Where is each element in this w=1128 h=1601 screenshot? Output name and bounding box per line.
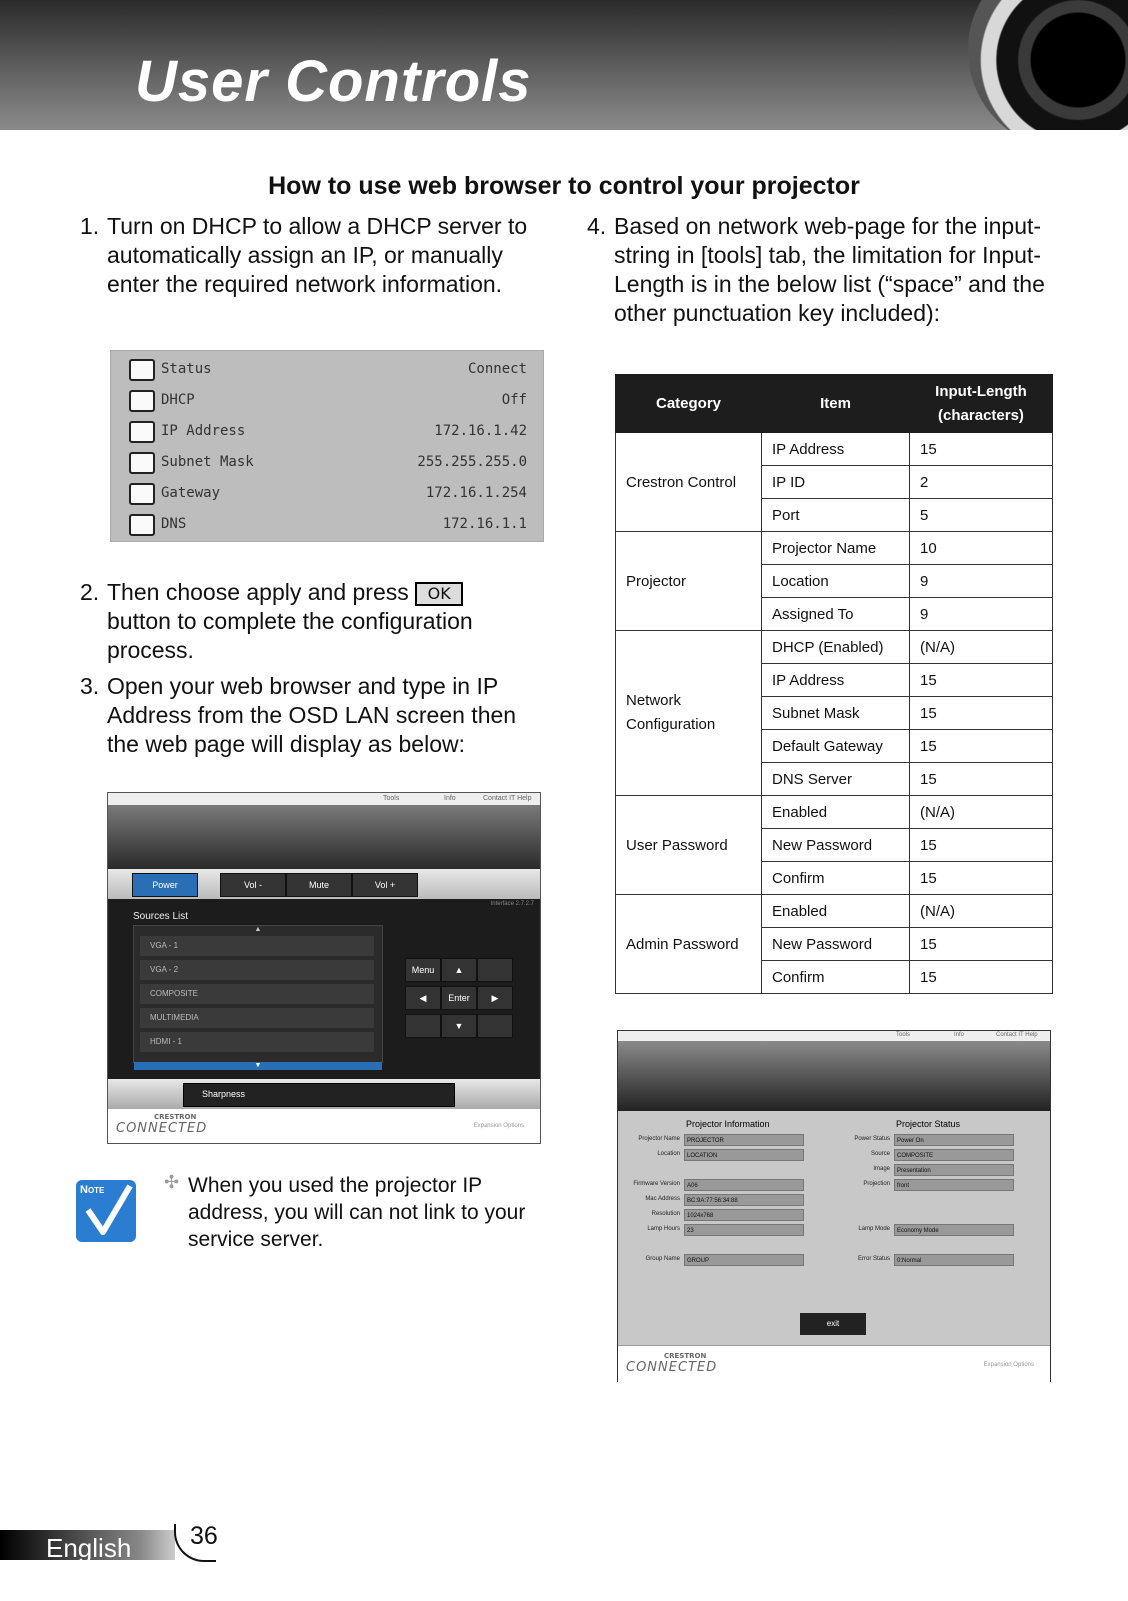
osd-label: Subnet Mask <box>161 454 254 470</box>
nav-blank <box>405 1014 441 1038</box>
item-cell: Confirm <box>762 961 910 994</box>
info-label: Lamp Hours <box>647 1226 680 1232</box>
info-label: Group Name <box>645 1256 680 1262</box>
web-info-screenshot <box>617 1030 1051 1382</box>
input-length-table <box>615 374 1053 994</box>
table-row <box>616 532 1053 565</box>
projector-lens-icon <box>968 0 1128 130</box>
step-text: Turn on DHCP to allow a DHCP server to automatically assign an IP, or manually enter the required network information. <box>107 213 528 297</box>
category-cell: Projector <box>616 532 762 631</box>
status-value: COMPOSITE <box>894 1149 1014 1161</box>
status-label: Power Status <box>854 1136 890 1142</box>
status-value: Economy Mode <box>894 1224 1014 1236</box>
item-cell: IP Address <box>762 664 910 697</box>
info-label: Projector Name <box>638 1136 680 1142</box>
step-text-a: Then choose apply and press <box>107 579 409 605</box>
note-text: When you used the projector IP address, you will can not link to your service server. <box>188 1174 526 1251</box>
step-text <box>107 578 530 665</box>
network-icon <box>129 390 155 412</box>
item-cell: IP Address <box>762 433 910 466</box>
note-badge-label: Note <box>80 1184 105 1196</box>
header-category: Category <box>616 375 762 433</box>
expansion-options-link[interactable]: Expansion Options <box>473 1123 524 1129</box>
osd-label: IP Address <box>161 423 246 439</box>
length-cell: 15 <box>910 763 1053 796</box>
page-title: User Controls <box>135 49 532 114</box>
length-cell: 5 <box>910 499 1053 532</box>
osd-value: 255.255.255.0 <box>417 454 527 470</box>
osd-value: 172.16.1.1 <box>442 516 527 532</box>
item-cell: Confirm <box>762 862 910 895</box>
expansion-options-link[interactable]: Expansion Options <box>983 1362 1034 1368</box>
tab-contact[interactable]: Contact IT Help <box>483 795 532 802</box>
tab-tools[interactable]: Tools <box>383 795 400 802</box>
mute-button[interactable]: Mute <box>286 873 352 897</box>
step-3 <box>80 672 540 759</box>
note-icon <box>76 1180 136 1242</box>
item-cell: Projector Name <box>762 532 910 565</box>
length-cell: 15 <box>910 730 1053 763</box>
item-cell: Assigned To <box>762 598 910 631</box>
step-4 <box>587 212 1057 328</box>
source-item[interactable]: MULTIMEDIA <box>140 1008 374 1028</box>
left-arrow-icon[interactable]: ◀ <box>405 986 441 1010</box>
length-cell: 10 <box>910 532 1053 565</box>
item-cell: DHCP (Enabled) <box>762 631 910 664</box>
web-banner <box>618 1041 1050 1111</box>
page-footer <box>0 1520 218 1563</box>
status-label: Source <box>870 1151 890 1157</box>
network-icon <box>129 359 155 381</box>
web-tabs <box>108 793 540 805</box>
nav-blank <box>477 958 513 982</box>
table-row <box>616 631 1053 664</box>
item-cell: IP ID <box>762 466 910 499</box>
length-cell: (N/A) <box>910 796 1053 829</box>
category-cell: Network Configuration <box>616 631 762 796</box>
length-cell: 15 <box>910 433 1053 466</box>
scroll-down-icon[interactable]: ▼ <box>134 1062 382 1070</box>
osd-row <box>111 478 543 509</box>
item-cell: Enabled <box>762 796 910 829</box>
vol-minus-button[interactable]: Vol - <box>220 873 286 897</box>
vol-plus-button[interactable]: Vol + <box>352 873 418 897</box>
source-item[interactable]: VGA - 1 <box>140 936 374 956</box>
power-button[interactable]: Power <box>132 873 198 897</box>
control-bar <box>108 869 540 899</box>
step-text: Based on network web-page for the input-string in [tools] tab, the limitation for Input-Length is in the below list (“space” and the other punctuation key included): <box>614 213 1045 326</box>
item-cell: Default Gateway <box>762 730 910 763</box>
table-row <box>616 796 1053 829</box>
length-cell: 15 <box>910 697 1053 730</box>
info-value: PROJECTOR <box>684 1134 804 1146</box>
crestron-logo: CRESTRON CONNECTED <box>626 1352 718 1375</box>
table-row <box>616 433 1053 466</box>
step-2 <box>80 578 530 665</box>
step-text: Open your web browser and type in IP Address from the OSD LAN screen then the web page will display as below: <box>107 673 517 757</box>
web-footer <box>108 1109 540 1143</box>
item-cell: Enabled <box>762 895 910 928</box>
tab-info[interactable]: Info <box>444 795 456 802</box>
header-item: Item <box>762 375 910 433</box>
status-value: Power On <box>894 1134 1014 1146</box>
osd-label: Status <box>161 361 212 377</box>
up-arrow-icon[interactable]: ▲ <box>441 958 477 982</box>
osd-value: Off <box>501 392 527 408</box>
osd-value: Connect <box>467 361 527 377</box>
osd-value: 172.16.1.254 <box>425 485 527 501</box>
item-cell: Port <box>762 499 910 532</box>
network-icon <box>129 483 155 505</box>
projector-status-heading: Projector Status <box>896 1119 961 1129</box>
item-cell: DNS Server <box>762 763 910 796</box>
osd-row <box>111 416 543 447</box>
length-cell: 15 <box>910 829 1053 862</box>
info-value: 1024x768 <box>684 1209 804 1221</box>
item-cell: New Password <box>762 829 910 862</box>
tab-tools[interactable]: Tools <box>896 1032 911 1038</box>
slider-label: Sharpness <box>202 1089 246 1099</box>
status-label: Lamp Mode <box>858 1226 890 1232</box>
web-tabs <box>618 1031 1050 1041</box>
slider-track[interactable] <box>183 1083 455 1107</box>
source-item[interactable]: VGA - 2 <box>140 960 374 980</box>
network-icon <box>129 421 155 443</box>
length-cell: 2 <box>910 466 1053 499</box>
length-cell: 15 <box>910 961 1053 994</box>
step-number: 4. <box>587 213 607 239</box>
adjustment-slider <box>108 1079 540 1109</box>
info-value: BC:9A:77:56:34:88 <box>684 1194 804 1206</box>
step-number: 1. <box>80 213 100 239</box>
osd-label: DNS <box>161 516 187 532</box>
sources-title: Sources List <box>133 911 189 922</box>
page-header <box>0 0 1128 130</box>
status-label: Projection <box>863 1181 890 1187</box>
tab-info[interactable]: Info <box>954 1032 965 1038</box>
table-header-row <box>616 375 1053 433</box>
length-cell: (N/A) <box>910 631 1053 664</box>
exit-button[interactable]: exit <box>800 1313 866 1335</box>
web-control-screenshot <box>107 792 541 1144</box>
info-value: GROUP <box>684 1254 804 1266</box>
length-cell: 9 <box>910 598 1053 631</box>
osd-label: Gateway <box>161 485 221 501</box>
network-icon <box>129 452 155 474</box>
step-text-b: button to complete the configuration process. <box>107 608 473 663</box>
step-number: 3. <box>80 673 100 699</box>
osd-value: 172.16.1.42 <box>434 423 527 439</box>
interface-version: Interface 2.7.2.7 <box>490 901 534 907</box>
info-label: Location <box>657 1151 680 1157</box>
info-value: A06 <box>684 1179 804 1191</box>
osd-row <box>111 447 543 478</box>
web-banner <box>108 805 540 869</box>
length-cell: (N/A) <box>910 895 1053 928</box>
status-value: Presentation <box>894 1164 1014 1176</box>
step-1 <box>80 212 530 299</box>
info-label: Firmware Version <box>633 1181 680 1187</box>
osd-row <box>111 509 543 540</box>
ok-button: OK <box>415 582 463 606</box>
length-cell: 15 <box>910 928 1053 961</box>
status-value: front <box>894 1179 1014 1191</box>
osd-label: DHCP <box>161 392 195 408</box>
table-row <box>616 895 1053 928</box>
item-cell: Subnet Mask <box>762 697 910 730</box>
page-number: 36 <box>190 1522 218 1550</box>
info-label: Resolution <box>651 1211 680 1217</box>
length-cell: 9 <box>910 565 1053 598</box>
status-label: Error Status <box>857 1256 890 1262</box>
info-label: Mac Address <box>645 1196 680 1202</box>
web-footer <box>618 1345 1050 1382</box>
status-value: 0:Normal <box>894 1254 1014 1266</box>
length-cell: 15 <box>910 664 1053 697</box>
length-cell: 15 <box>910 862 1053 895</box>
osd-network-panel <box>110 350 544 542</box>
right-arrow-icon[interactable]: ▶ <box>477 986 513 1010</box>
bullet-icon: ✣ <box>164 1172 180 1192</box>
info-value: LOCATION <box>684 1149 804 1161</box>
header-length: Input-Length (characters) <box>910 375 1053 433</box>
section-headline: How to use web browser to control your projector <box>268 172 860 200</box>
info-value: 23 <box>684 1224 804 1236</box>
nav-blank <box>477 1014 513 1038</box>
osd-row <box>111 354 543 385</box>
item-cell: Location <box>762 565 910 598</box>
item-cell: New Password <box>762 928 910 961</box>
projector-info-heading: Projector Information <box>686 1119 770 1129</box>
menu-button[interactable]: Menu <box>405 958 441 982</box>
tab-contact[interactable]: Contact IT Help <box>996 1032 1038 1038</box>
enter-button[interactable]: Enter <box>441 986 477 1010</box>
status-label: Image <box>873 1166 890 1172</box>
source-item[interactable]: HDMI - 1 <box>140 1032 374 1052</box>
category-cell: User Password <box>616 796 762 895</box>
sources-list <box>133 925 383 1069</box>
scroll-up-icon[interactable]: ▲ <box>254 926 262 933</box>
checkmark-icon <box>76 1180 136 1242</box>
down-arrow-icon[interactable]: ▼ <box>441 1014 477 1038</box>
network-icon <box>129 514 155 536</box>
osd-row <box>111 385 543 416</box>
category-cell: Admin Password <box>616 895 762 994</box>
step-number: 2. <box>80 579 100 605</box>
language-label: English <box>46 1533 132 1563</box>
source-item[interactable]: COMPOSITE <box>140 984 374 1004</box>
crestron-logo: CRESTRON CONNECTED <box>116 1113 208 1136</box>
category-cell: Crestron Control <box>616 433 762 532</box>
